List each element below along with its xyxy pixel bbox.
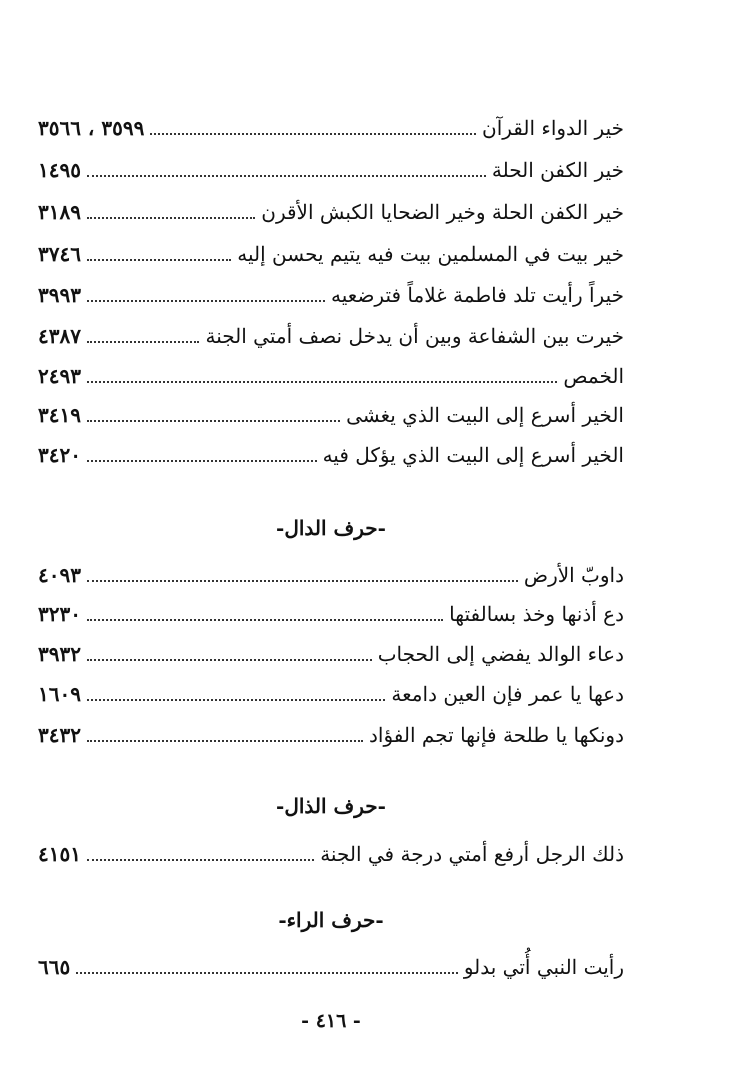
index-entry — [38, 232, 624, 268]
entry-text: الخير أسرع إلى البيت الذي يؤكل فيه — [322, 443, 624, 467]
entry-ref: ١٦٠٩ — [38, 682, 81, 706]
dot-leader — [87, 858, 314, 861]
index-entry — [38, 945, 624, 981]
entry-ref: ٤١٥١ — [38, 842, 81, 866]
dot-leader — [76, 971, 458, 974]
entry-text: خيراً رأيت تلد فاطمة غلاماً فترضعيه — [331, 283, 624, 307]
section-heading-dal: -حرف الدال- — [276, 516, 386, 540]
index-entry — [38, 553, 624, 589]
index-entry — [38, 632, 624, 668]
dot-leader — [87, 419, 340, 422]
entry-ref: ٣٩٩٣ — [38, 283, 81, 307]
dot-leader — [87, 216, 255, 219]
dot-leader — [87, 698, 385, 701]
index-entry — [38, 592, 624, 628]
entry-ref: ٣٧٤٦ — [38, 242, 81, 266]
entry-ref: ٣٤٣٢ — [38, 723, 81, 747]
index-entry — [38, 148, 624, 184]
entry-ref: ٤٠٩٣ — [38, 563, 81, 587]
index-entry — [38, 433, 624, 469]
dot-leader — [87, 258, 231, 261]
entry-ref: ٢٤٩٣ — [38, 364, 81, 388]
entry-text: دونكها يا طلحة فإنها تجم الفؤاد — [369, 723, 624, 747]
dot-leader — [87, 658, 372, 661]
entry-ref: ٣٥٩٩ ، ٣٥٦٦ — [38, 116, 145, 140]
index-entry — [38, 106, 624, 142]
entry-ref: ٣٩٣٢ — [38, 642, 81, 666]
index-entry — [38, 393, 624, 429]
entry-text: خير الكفن الحلة — [491, 158, 624, 182]
entry-text: الخمص — [563, 364, 624, 388]
entry-text: دع أذنها وخذ بسالفتها — [449, 602, 624, 626]
entry-text: خير الدواء القرآن — [482, 116, 624, 140]
dot-leader — [87, 618, 443, 621]
entry-ref: ٣٤١٩ — [38, 403, 81, 427]
entry-text: خير الكفن الحلة وخير الضحايا الكبش الأقرن — [261, 200, 624, 224]
entry-text: خيرت بين الشفاعة وبين أن يدخل نصف أمتي الجنة — [205, 324, 624, 348]
entry-text: دعها يا عمر فإن العين دامعة — [391, 682, 624, 706]
index-page — [38, 0, 624, 1091]
index-entry — [38, 314, 624, 350]
index-entry — [38, 713, 624, 749]
entry-text: داوبّ الأرض — [523, 563, 624, 587]
index-entry — [38, 190, 624, 226]
dot-leader — [87, 459, 317, 462]
dot-leader — [87, 299, 325, 302]
index-entry — [38, 832, 624, 868]
index-entry — [38, 273, 624, 309]
entry-text: الخير أسرع إلى البيت الذي يغشى — [346, 403, 624, 427]
page-number: - ٤١٦ - — [301, 1010, 361, 1032]
entry-ref: ٤٣٨٧ — [38, 324, 81, 348]
entry-ref: ٣٢٣٠ — [38, 602, 81, 626]
index-entry — [38, 354, 624, 390]
entry-ref: ١٤٩٥ — [38, 158, 81, 182]
section-heading-dhal: -حرف الذال- — [276, 794, 386, 818]
entry-ref: ٦٦٥ — [38, 955, 71, 979]
entry-ref: ٣١٨٩ — [38, 200, 81, 224]
dot-leader — [87, 579, 518, 582]
entry-ref: ٣٤٢٠ — [38, 443, 81, 467]
dot-leader — [87, 739, 363, 742]
entry-text: دعاء الوالد يفضي إلى الحجاب — [377, 642, 624, 666]
entry-text: رأيت النبي أُتي بدلو — [463, 955, 624, 979]
dot-leader — [150, 132, 476, 135]
dot-leader — [87, 174, 486, 177]
entry-text: ذلك الرجل أرفع أمتي درجة في الجنة — [320, 842, 624, 866]
index-entry — [38, 672, 624, 708]
entry-text: خير بيت في المسلمين بيت فيه يتيم يحسن إليه — [237, 242, 624, 266]
section-heading-ra: -حرف الراء- — [278, 908, 384, 932]
dot-leader — [87, 380, 557, 383]
dot-leader — [87, 340, 200, 343]
